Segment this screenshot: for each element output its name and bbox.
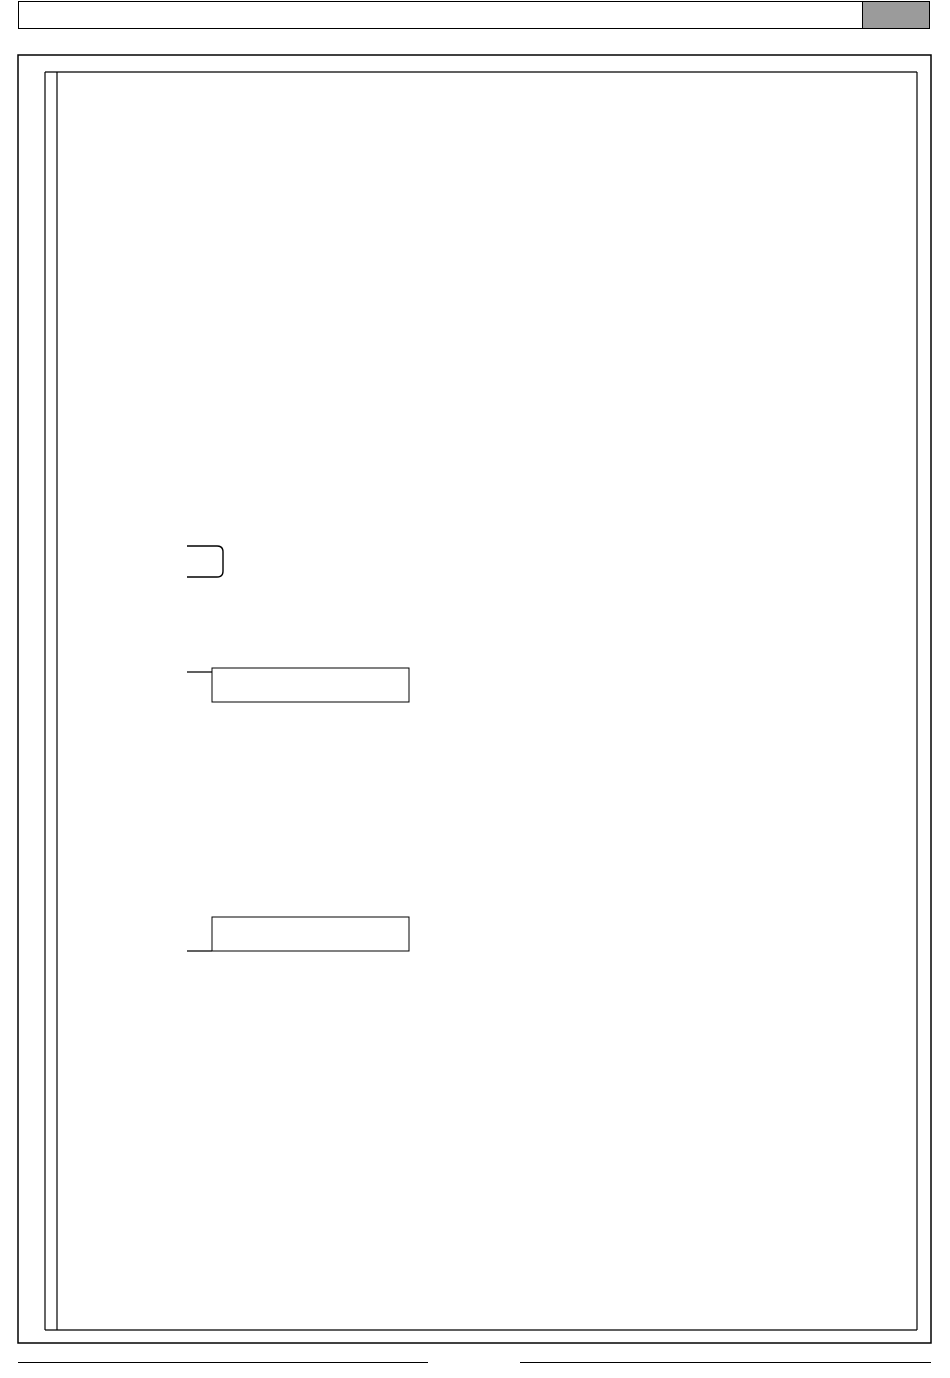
x1-earth-note-box [212, 917, 409, 951]
outer-frame [18, 55, 931, 1343]
footer-line-right [520, 1362, 931, 1363]
footer-line-left [18, 1362, 428, 1363]
jumper-bracket [187, 546, 223, 577]
x2-earth-note-box [212, 668, 409, 702]
